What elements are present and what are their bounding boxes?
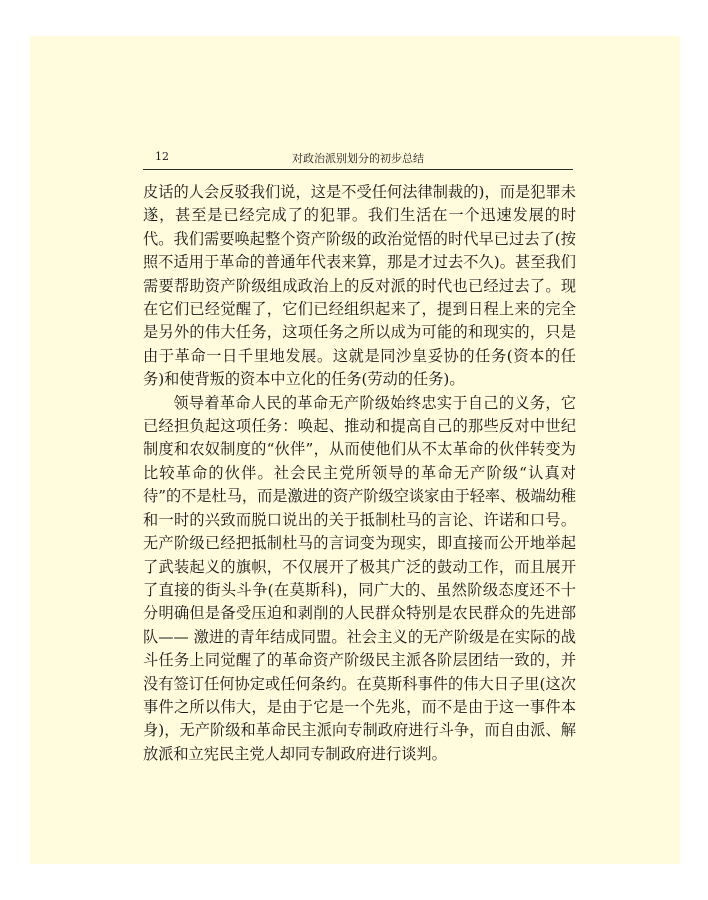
paragraph: 领导着革命人民的革命无产阶级始终忠实于自己的义务，它已经担负起这项任务：唤起、推动和提高自己的那些反对中世纪制度和农奴制度的“伙伴”，从而使他们从不太革命的伙伴转变为比较革命的伙伴。社会民主党所领导的革命无产阶级“认真对待”的不是杜马，而是激进的资产阶级空谈家由于轻率、极端幼稚和一时的兴致而脱口说出的关于抵制杜马的言论、许诺和口号。无产阶级已经把抵制杜马的言词变为现实，即直接而公开地举起了武装起义的旗帜，不仅展开了极其广泛的鼓动工作，而且展开了直接的街头斗争(在莫斯科)，同广大的、虽然阶级态度还不十分明确但是备受压迫和剥削的人民群众特别是农民群众的先进部队—— 激进的青年结成同盟。社会主义的无产阶级是在实际的战斗任务上同觉醒了的革命资产阶级民主派各阶层团结一致的，并没有签订任何协定或任何条约。在莫斯科事件的伟大日子里(这次事件之所以伟大，是由于它是一个先兆，而不是由于这一事件本身)，无产阶级和革命民主派向专制政府进行斗争，而自由派、解放派和立宪民主党人却同专制政府进行谈判。 [143,393,577,763]
page-number: 12 [155,150,169,163]
running-head [143,147,573,170]
body-text [143,181,576,766]
running-title: 对政治派别划分的初步总结 [292,152,424,165]
paragraph: 皮话的人会反驳我们说，这是不受任何法律制裁的)，而是犯罪未遂，甚至是已经完成了的犯罪。我们生活在一个迅速发展的时代。我们需要唤起整个资产阶级的政治觉悟的时代早已过去了(按照不适用于革命的普通年代表来算，那是才过去不久)。甚至我们需要帮助资产阶级组成政治上的反对派的时代也已经过去了。现在它们已经觉醒了，它们已经组织起来了，提到日程上来的完全是另外的伟大任务，这项任务之所以成为可能的和现实的，只是由于革命一日千里地发展。这就是同沙皇妥协的任务(资本的任务)和使背叛的资本中立化的任务(劳动的任务)。 [143,183,576,389]
